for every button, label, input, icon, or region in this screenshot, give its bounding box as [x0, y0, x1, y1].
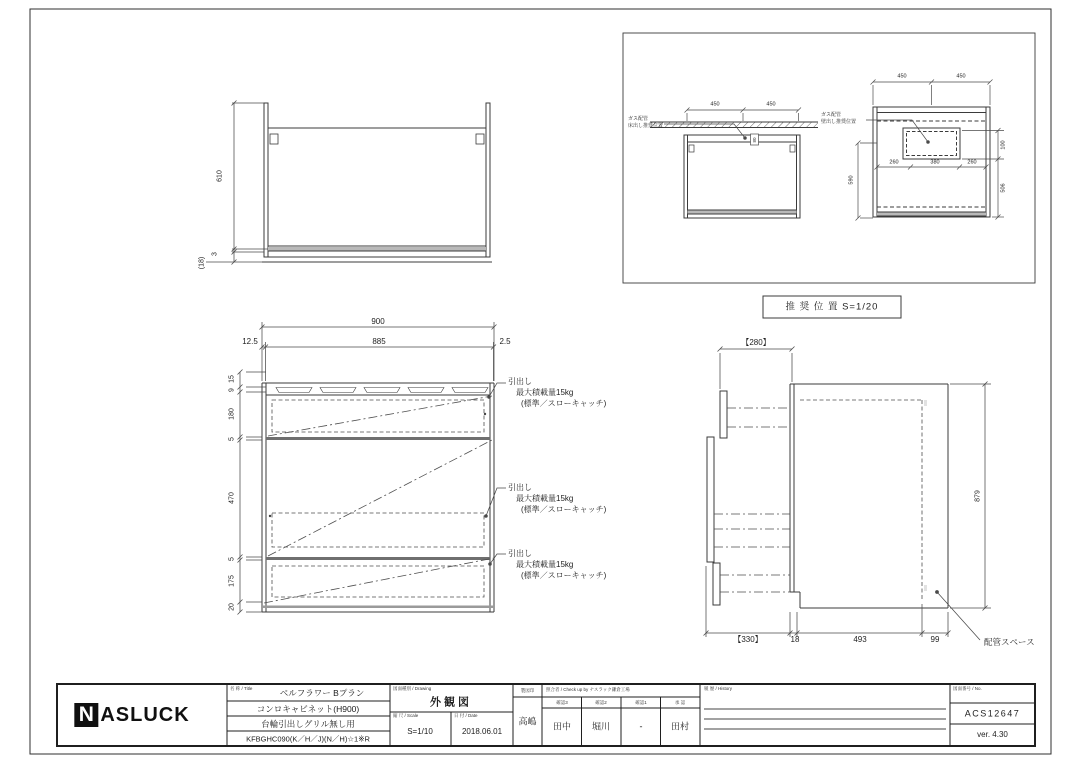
- drawing-type-value: 外観図: [430, 696, 472, 709]
- check-col-1-label: 確認3: [556, 699, 568, 705]
- scale-label: 縮 尺 / Scale: [393, 713, 419, 718]
- check-header: 照合者 / Check up by ナスラック鎌倉工場: [546, 687, 630, 692]
- check-col-3-label: 確認1: [635, 699, 647, 705]
- drawer-note-3-line-1: 引出し: [508, 549, 532, 558]
- side-dim-330: 【330】: [733, 635, 763, 644]
- inset-wall-dim-a: 260: [889, 159, 899, 166]
- inset-wall-dim-b: 380: [930, 159, 940, 166]
- check-col-3-value: -: [639, 721, 643, 732]
- history-label: 履 歴 / History: [704, 686, 733, 691]
- front-left-dim-9: 9: [228, 387, 236, 392]
- front-left-dim-470: 470: [228, 492, 236, 504]
- inset-caption: 推 奨 位 置 S=1/20: [785, 301, 879, 313]
- logo-text: ASLUCK: [100, 703, 190, 726]
- title-line-2: コンロキャビネット(H900): [256, 703, 360, 714]
- side-dim-493: 493: [853, 635, 867, 644]
- inset-wall-dim-506: 506: [1000, 183, 1007, 193]
- check-col-2-value: 堀川: [591, 721, 611, 732]
- inset-floor-dim-right: 450: [766, 101, 776, 108]
- inset-floor-dim-left: 450: [710, 101, 720, 108]
- inset-wall-label-2: 壁出し推奨位置: [821, 119, 857, 125]
- inset-wall-dim-100: 100: [1000, 140, 1007, 150]
- date-label: 日 付 / Date: [454, 713, 478, 718]
- inset-floor-label-1: ガス配管: [628, 116, 649, 122]
- rear-view: [206, 101, 492, 265]
- drawing-number-value: ACS12647: [964, 708, 1021, 718]
- drawer-note-2-line-1: 引出し: [508, 483, 532, 492]
- drawer-note-1-line-3: (標準／スローキャッチ): [521, 399, 607, 408]
- front-left-dim-20: 20: [228, 603, 236, 611]
- inset-floor-view: [650, 108, 818, 219]
- drawer-note-3-line-2: 最大積載量15kg: [516, 560, 574, 569]
- side-dim-99: 99: [930, 635, 940, 644]
- drawer-note-1-line-1: 引出し: [508, 377, 532, 386]
- side-dim-280: 【280】: [741, 338, 771, 347]
- title-line-3: 台輪引出しグリル無し用: [261, 718, 355, 729]
- inset-wall-dim-right: 450: [956, 73, 966, 80]
- drawer-note-3-line-3: (標準／スローキャッチ): [521, 571, 607, 580]
- front-left-dim-15: 15: [228, 375, 236, 383]
- front-dim-12-5: 12.5: [242, 337, 258, 346]
- nasluck-logo: [74, 703, 189, 727]
- rear-dim-base: (18): [198, 256, 206, 270]
- drawing-type-label: 図面種別 / Drawing: [393, 686, 432, 691]
- side-view: [704, 347, 992, 641]
- inset-wall-view: [856, 80, 1005, 221]
- inset-recommended-position: [623, 33, 1035, 318]
- date-value: 2018.06.01: [461, 727, 503, 736]
- drafter-value: 高嶋: [518, 716, 537, 727]
- drawer-note-2-line-3: (標準／スローキャッチ): [521, 505, 607, 514]
- check-col-1-value: 田中: [552, 721, 572, 732]
- inset-floor-mark: 80: [751, 136, 757, 143]
- check-col-4-value: 田村: [670, 721, 690, 732]
- front-dim-885: 885: [372, 337, 386, 346]
- rear-dim-gap: 3: [211, 252, 219, 256]
- front-dim-900: 900: [371, 317, 385, 326]
- front-left-dim-5a: 5: [228, 436, 236, 441]
- drawer-note-2-line-2: 最大積載量15kg: [516, 494, 574, 503]
- inset-wall-dim-590: 590: [848, 175, 855, 185]
- front-left-dim-5b: 5: [228, 556, 236, 561]
- scale-value: S=1/10: [407, 727, 433, 736]
- inset-floor-label-2: 床出し推奨位置: [628, 123, 664, 129]
- rear-dim-height: 610: [216, 170, 224, 182]
- inset-wall-dim-c: 260: [967, 159, 977, 166]
- pipe-space-label: 配管スペース: [984, 637, 1035, 647]
- title-line-4: KFBGHC090(K／H／J)(N／H)☆1※R: [246, 733, 370, 743]
- title-label: 名 称 / Title: [230, 686, 253, 691]
- front-left-dim-180: 180: [228, 408, 236, 420]
- title-line-1: ベルフラワー Bプラン: [279, 687, 365, 698]
- inset-wall-dim-left: 450: [897, 73, 907, 80]
- side-dim-18: 18: [790, 635, 800, 644]
- title-block-grid: [57, 684, 1035, 746]
- front-dim-2-5: 2.5: [499, 337, 511, 346]
- logo-n-mark: N: [74, 703, 98, 727]
- inset-wall-label-1: ガス配管: [821, 112, 842, 118]
- side-dim-879: 879: [974, 490, 982, 502]
- front-view: [238, 322, 507, 615]
- front-left-dim-175: 175: [228, 575, 236, 587]
- drafter-label: 製図印: [520, 687, 535, 693]
- drawing-version: ver. 4.30: [977, 730, 1008, 739]
- check-col-4-label: 承 認: [674, 699, 686, 705]
- check-col-2-label: 確認2: [595, 699, 607, 705]
- drawing-number-label: 図面番号 / No.: [953, 686, 982, 691]
- drawer-note-1-line-2: 最大積載量15kg: [516, 388, 574, 397]
